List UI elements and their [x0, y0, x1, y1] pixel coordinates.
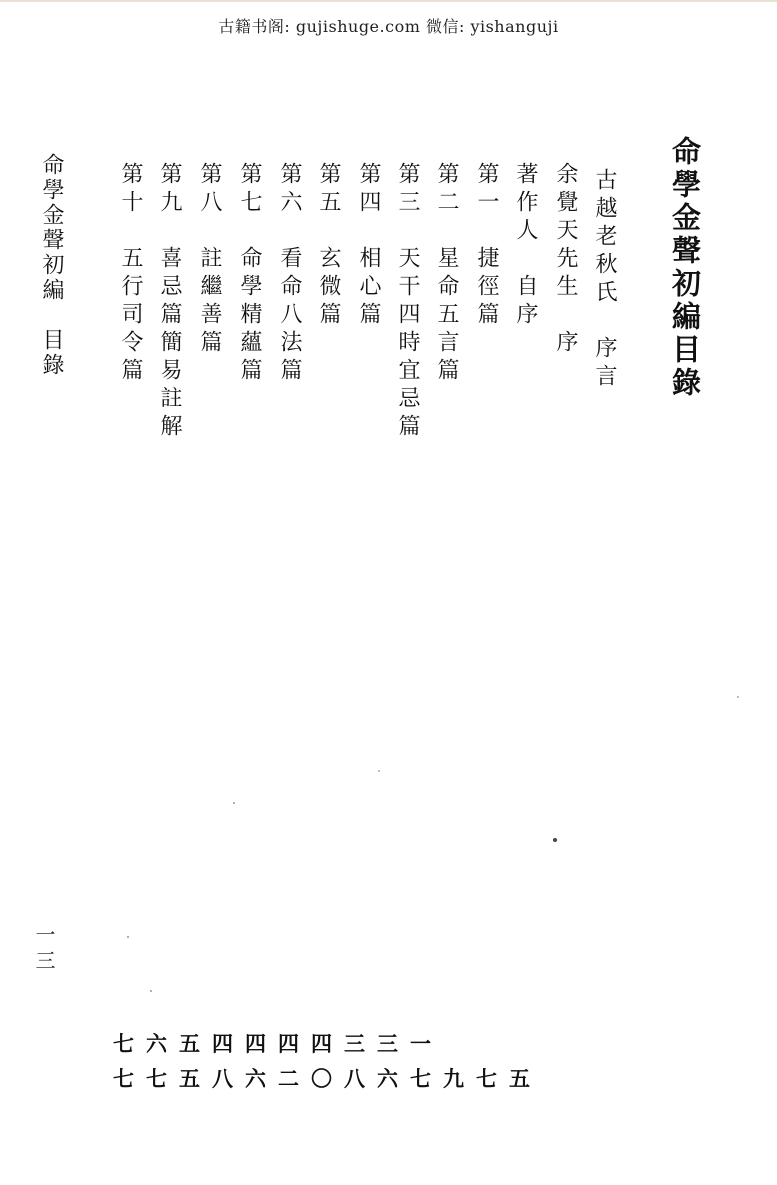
toc-entry: 第十 五行司令篇 — [118, 162, 143, 386]
toc-entry: 第四 相心篇 — [356, 162, 381, 330]
scan-speck — [233, 802, 235, 804]
scan-speck — [150, 990, 152, 992]
scan-speck — [737, 696, 739, 698]
toc-entry: 第八 註繼善篇 — [197, 162, 222, 358]
page-title: 命學金聲初編目錄 — [668, 136, 702, 400]
running-title: 命學金聲初編 目錄 — [39, 153, 64, 378]
toc-entry: 第九 喜忌篇簡易註解 — [157, 162, 182, 442]
toc-entry: 古越老秋氏 序言 — [592, 168, 617, 392]
toc-entry: 第三 天干四時宜忌篇 — [395, 162, 420, 442]
scan-speck — [378, 770, 380, 772]
toc-entry: 著作人 自序 — [513, 162, 538, 330]
page-ref-row-1: 七六五四四四四三三一 — [113, 1031, 443, 1056]
scan-speck — [553, 838, 557, 842]
watermark-text: 古籍书阁: gujishuge.com 微信: yishanguji — [218, 17, 559, 36]
toc-entry: 第七 命學精蘊篇 — [237, 162, 262, 386]
toc-entry: 第六 看命八法篇 — [277, 162, 302, 386]
page-number: 一三 — [32, 924, 56, 976]
toc-entry: 第一 捷徑篇 — [474, 162, 499, 330]
toc-entry: 第二 星命五言篇 — [434, 162, 459, 386]
toc-entry: 余覺天先生 序 — [553, 162, 578, 358]
top-border — [0, 0, 777, 2]
scan-speck — [127, 936, 129, 938]
page-ref-row-2: 七七五八六二〇八六七九七五 — [113, 1066, 542, 1091]
toc-entry: 第五 玄微篇 — [316, 162, 341, 330]
